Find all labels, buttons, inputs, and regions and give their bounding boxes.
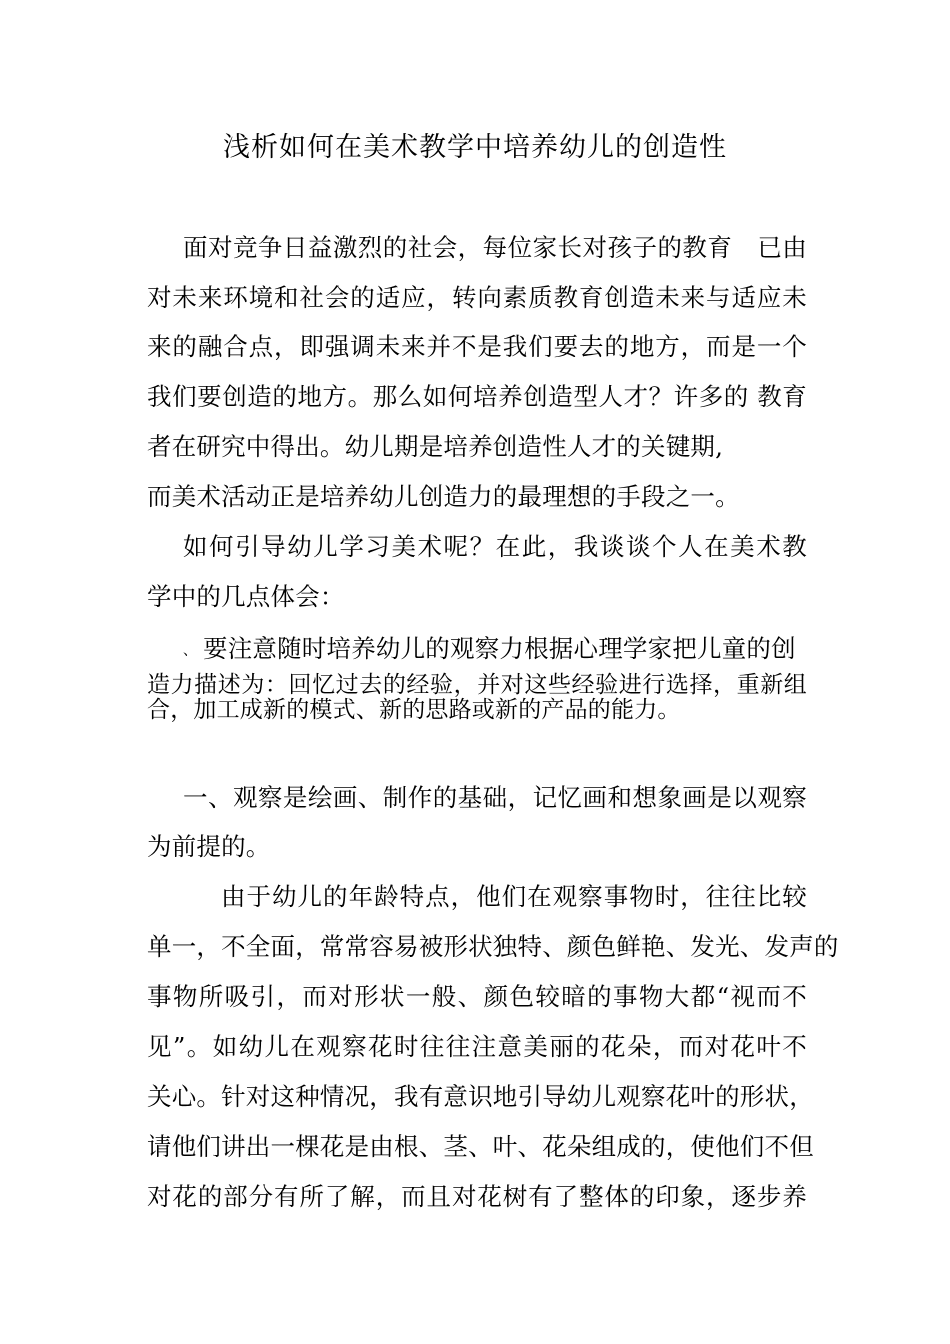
paragraph-line: 面对竞争日益激烈的社会，每位家长对孩子的教育 已由 xyxy=(183,233,807,262)
paragraph-line: 合，加工成新的模式、新的思路或新的产品的能力。 xyxy=(147,697,681,723)
paragraph-line: 由于幼儿的年龄特点，他们在观察事物时，往往比较 xyxy=(221,882,807,911)
paragraph-line: 请他们讲出一棵花是由根、茎、叶、花朵组成的，使他们不但 xyxy=(147,1132,814,1161)
bullet-mark: 、 xyxy=(183,642,198,659)
paragraph-line: 我们要创造的地方。那么如何培养创造型人才？许多的 教育 xyxy=(147,382,807,411)
section-heading-line: 一、观察是绘画、制作的基础，记忆画和想象画是以观察 xyxy=(183,783,807,812)
paragraph-line: 来的融合点，即强调未来并不是我们要去的地方，而是一个 xyxy=(147,332,807,361)
paragraph-line: 对未来环境和社会的适应，转向素质教育创造未来与适应未 xyxy=(147,283,807,312)
paragraph-line: 而美术活动正是培养幼儿创造力的最理想的手段之一。 xyxy=(147,482,740,511)
document-title: 浅析如何在美术教学中培养幼儿的创造性 xyxy=(223,132,727,163)
paragraph-line: 对花的部分有所了解，而且对花树有了整体的印象，逐步养 xyxy=(147,1182,807,1211)
list-item xyxy=(183,632,807,668)
section-heading-line: 为前提的。 xyxy=(147,832,271,861)
paragraph-line: 见”。如幼儿在观察花时往往注意美丽的花朵，而对花叶不 xyxy=(147,1032,807,1061)
paragraph-line: 学中的几点体会： xyxy=(147,582,345,611)
paragraph-line: 者在研究中得出。幼儿期是培养创造性人才的关键期, xyxy=(147,432,724,461)
list-item-text: 要注意随时培养幼儿的观察力根据心理学家把儿童的创 xyxy=(203,634,796,663)
paragraph-line: 造力描述为：回忆过去的经验，并对这些经验进行选择，重新组 xyxy=(147,672,807,698)
paragraph-line: 如何引导幼儿学习美术呢？在此，我谈谈个人在美术教 xyxy=(183,532,807,561)
paragraph-line: 单一，不全面，常常容易被形状独特、颜色鲜艳、发光、发声的 xyxy=(147,932,839,961)
paragraph-line: 事物所吸引，而对形状一般、颜色较暗的事物大都“视而不 xyxy=(147,982,807,1011)
paragraph-line: 关心。针对这种情况，我有意识地引导幼儿观察花叶的形状， xyxy=(147,1082,814,1111)
